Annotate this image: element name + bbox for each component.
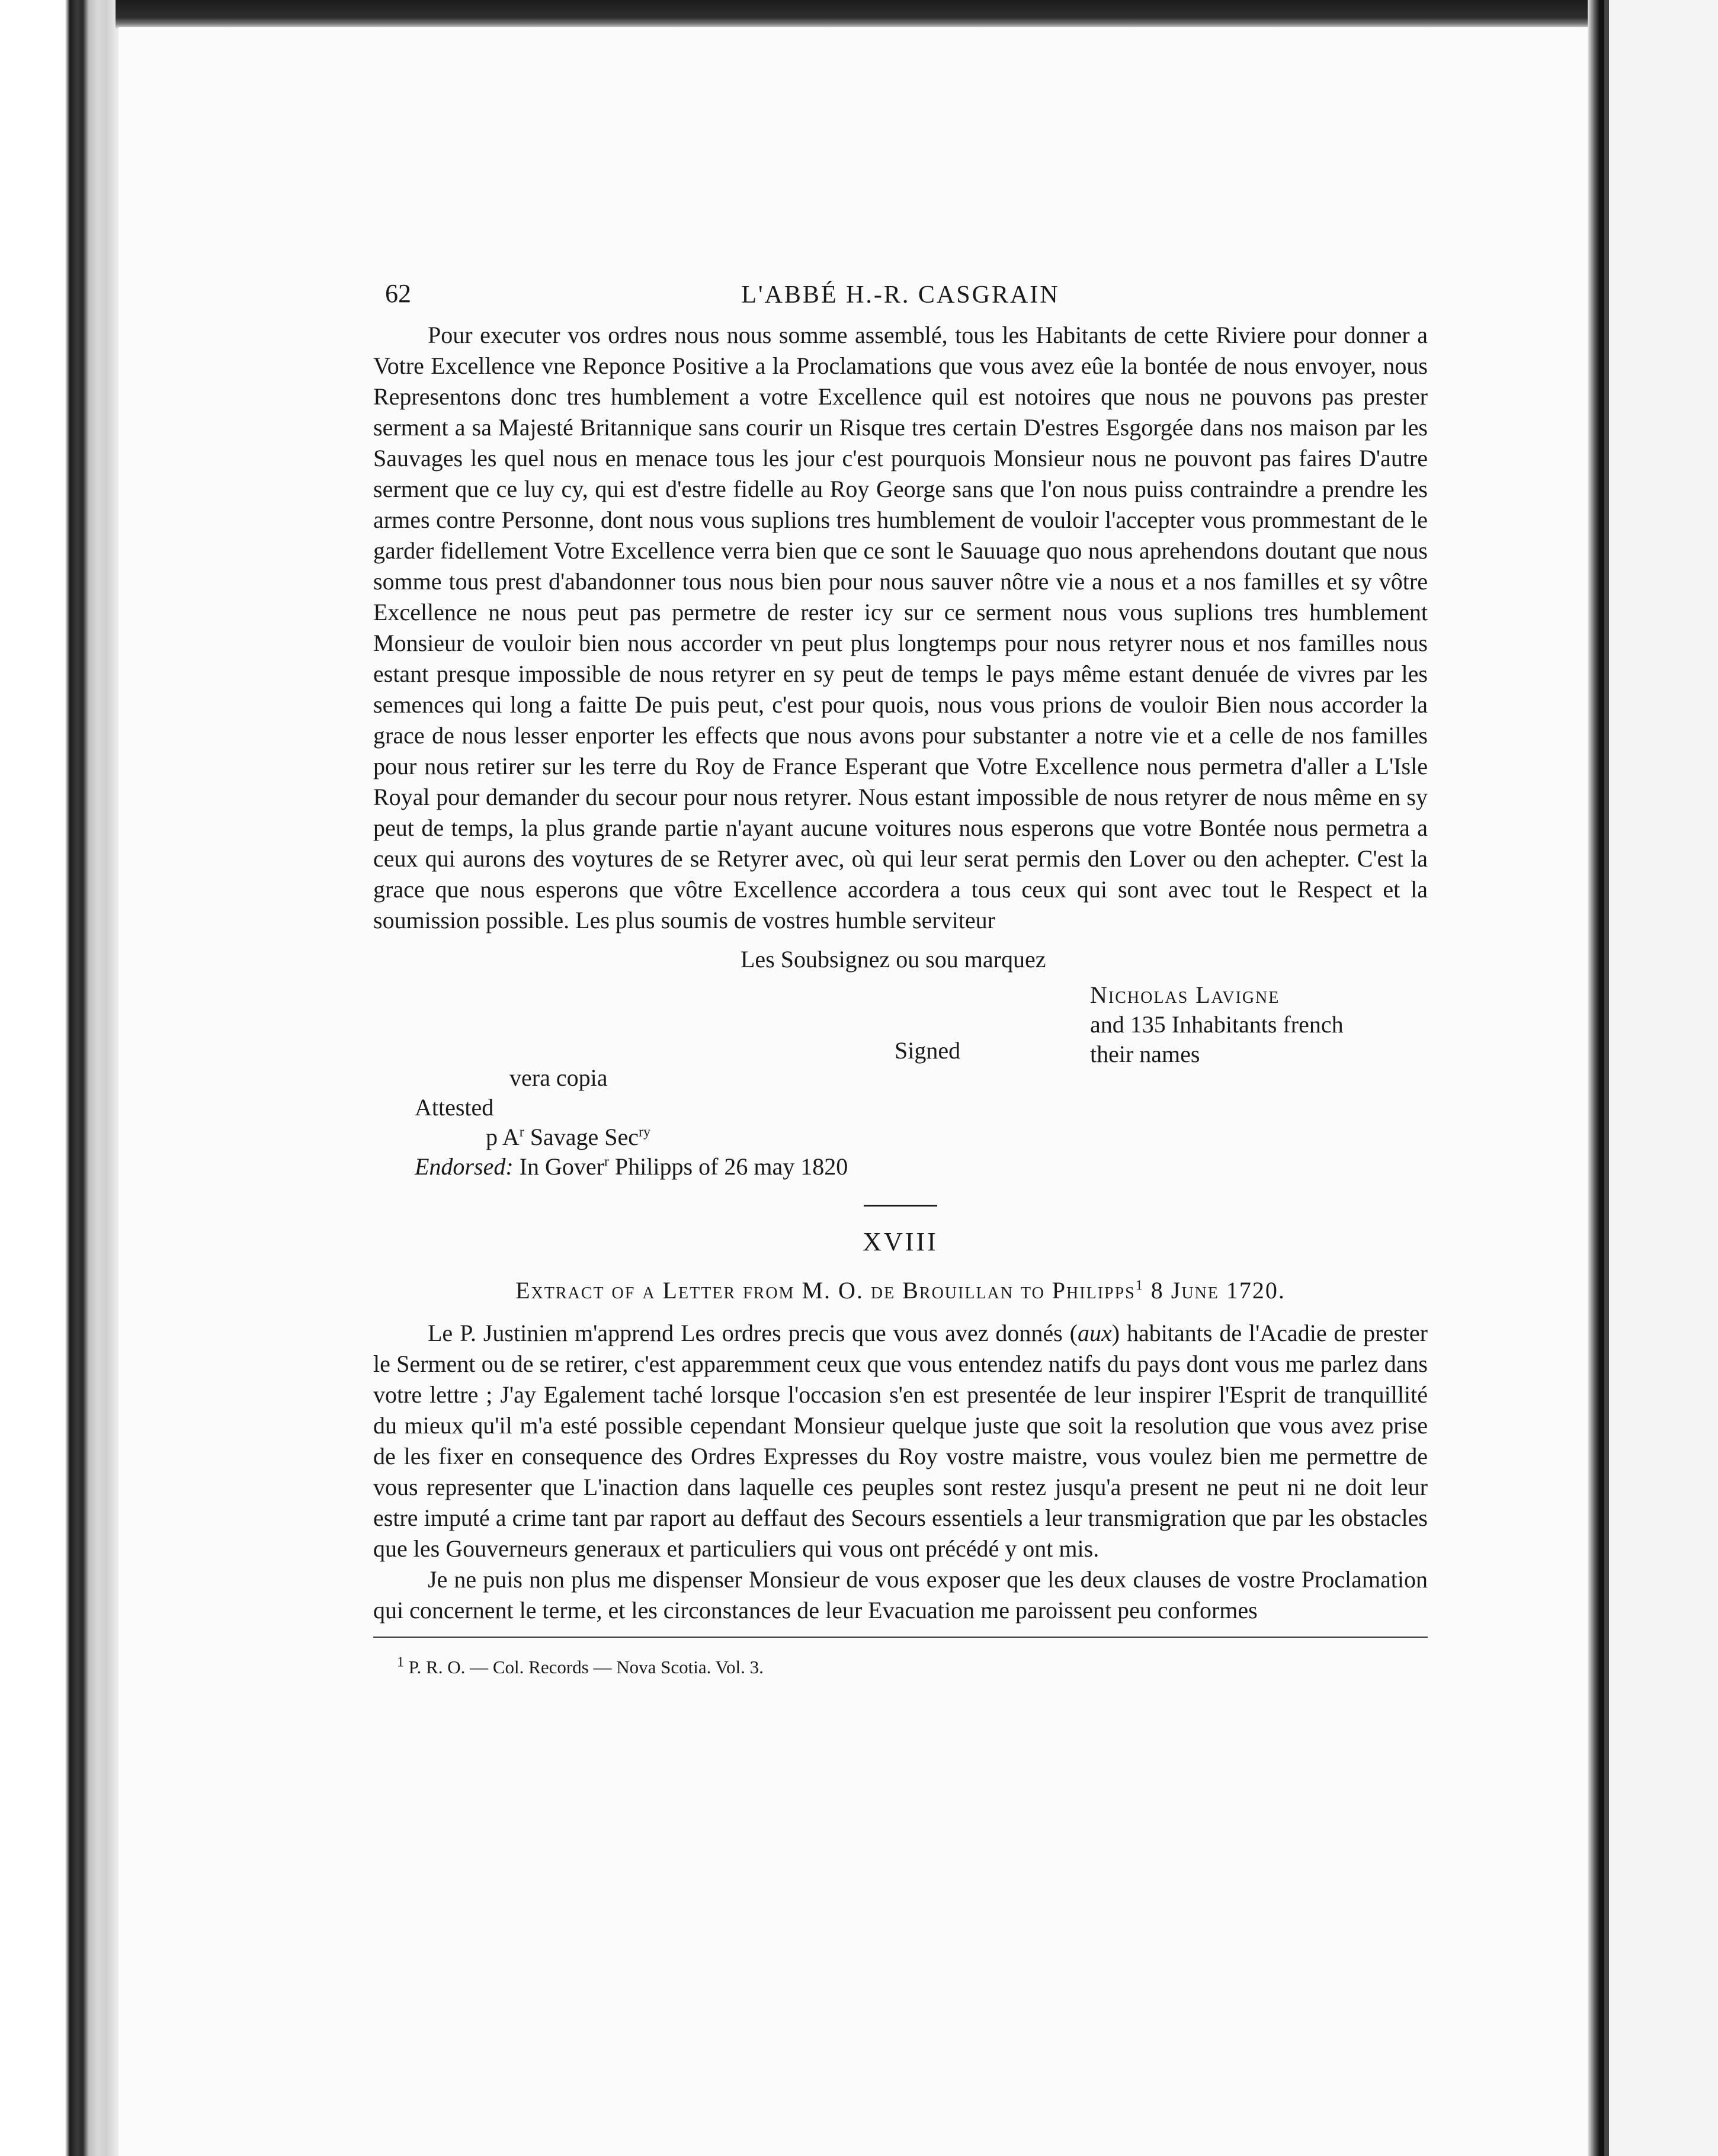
inhabitants-line: and 135 Inhabitants french — [1090, 1011, 1344, 1038]
scan-top-edge — [116, 0, 1591, 28]
next-page-edge — [1604, 0, 1718, 2156]
section-heading: Extract of a Letter from M. O. de Brouillan to Philipps$^1$ 8 June 1720. — [515, 1277, 1286, 1304]
vera-copia-line: vera copia — [509, 1064, 608, 1091]
next-page-border — [1604, 0, 1609, 2156]
signed-label: Signed — [895, 1037, 961, 1064]
letter-paragraph-2: Je ne puis non plus me dispenser Monsieur de vous exposer que les deux clauses de vostre Proclamation qui concernent le terme, et les circonstances de leur Evacuation me paroissent peu conformes — [373, 1566, 1428, 1624]
page-number: 62 — [385, 279, 411, 308]
section-divider — [864, 1205, 937, 1207]
footnote-rule — [373, 1637, 1428, 1638]
attestor-line: p $A^r$ Savage Sec$^{ry}$ — [486, 1124, 650, 1150]
section-numeral: XVIII — [863, 1227, 938, 1256]
running-head — [373, 278, 1428, 320]
footnote: $^1$ P. R. O. — Col. Records — Nova Scotia. Vol. 3. — [397, 1654, 764, 1677]
signature-block — [373, 941, 1428, 1189]
endorsed-line: Endorsed: In Gover$^r$ Philipps of 26 may 1820 — [415, 1153, 848, 1180]
attested-line: Attested — [415, 1094, 494, 1121]
scan-left-edge — [0, 0, 124, 2156]
running-title: L'ABBÉ H.-R. CASGRAIN — [741, 281, 1060, 309]
scan-gutter — [1588, 0, 1604, 2156]
letter-paragraph-1: Le P. Justinien m'apprend Les ordres precis que vous avez donnés (aux) habitants de l'Acadie de prester le Serment ou de se retirer, c'est apparemment ceux que vous entendez natifs du pays dont vous me parlez dans votre lettre ; J'ay Egalement taché lorsque l'occasion s'en est presentée de leur inspirer l'Esprit de tranquillité du mieux qu'il m'a esté possible cependant Monsieur quelque juste que soit la resolution que vous avez prise de les fixer en consequence des Ordres Expresses du Roy vostre maistre, vous voulez bien me permettre de vous representer que L'inaction dans laquelle ces peuples sont restez jusqu'a present ne peut ni ne doit leur estre imputé a crime tant par raport au deffaut des Secours essentiels a leur transmigration que par les obstacles que les Gouverneurs generaux et particuliers qui vous ont précédé y ont mis. — [373, 1320, 1428, 1562]
heading-footnote-ref: 1 — [1135, 1278, 1144, 1294]
their-names-line: their names — [1090, 1041, 1200, 1067]
petition-paragraph — [373, 320, 1428, 936]
page-content — [373, 278, 1428, 1679]
soubsignez-line: Les Soubsignez ou sou marquez — [741, 946, 1046, 973]
signatory-name: Nicholas Lavigne — [1090, 981, 1280, 1008]
aux-italic: aux — [1077, 1320, 1112, 1346]
petition-text: Pour executer vos ordres nous nous somme assemblé, tous les Habitants de cette Riviere pour donner a Votre Excellence vne Reponce Positive a la Proclamations que vous avez eûe la bontée de nous envoyer, nous Representons donc tres humblement a votre Excellence quil est notoires que nous ne pouvons pas prester serment a sa Majesté Britannique sans courir un Risque tres certain D'estres Esgorgée dans nos maison par les Sauvages les quel nous en menace tous les jour c'est pourquois Monsieur nous ne pouvont pas faires D'autre serment que ce luy cy, qui est d'estre fidelle au Roy George sans que l'on nous puiss contraindre a prendre les armes contre Personne, dont nous vous suplions tres humblement de vouloir l'accepter vous prommestant de le garder fidellement Votre Excellence verra bien que ce sont le Sauuage quo nous aprehendons doutant que nous somme tous prest d'abandonner tous nous bien pour nous sauver nôtre vie a nous et a nos familles et sy vôtre Excellence ne nous peut pas permetre de rester icy sur ce serment nous vous suplions tres humblement Monsieur de vouloir bien nous accorder vn peut plus longtemps pour nous retyrer nous et nos familles nous estant presque impossible de nous retyrer en sy peut de temps le pays même estant denuée de vivres par les semences qui long a faitte De puis peut, c'est pour quois, nous vous prions de vouloir Bien nous accorder la grace de nous lesser enporter les effects que nous avons pour substanter a notre vie et a celle de nos familles pour nous retirer sur les terre du Roy de France Esperant que Votre Excellence nous permetra d'aller a L'Isle Royal pour demander du secour pour nous retyrer. Nous estant impossible de nous retyrer de nous même en sy peut de temps, la plus grande partie n'ayant aucune voitures nous esperons que votre Bontée nous permetra a ceux qui aurons des voytures de se Retyrer avec, où qui leur serat permis den Lover ou den achepter. C'est la grace que nous esperons que vôtre Excellence accordera a tous ceux qui sont avec tout le Respect et la soumission possible. Les plus soumis de vostres humble serviteur — [373, 322, 1428, 933]
